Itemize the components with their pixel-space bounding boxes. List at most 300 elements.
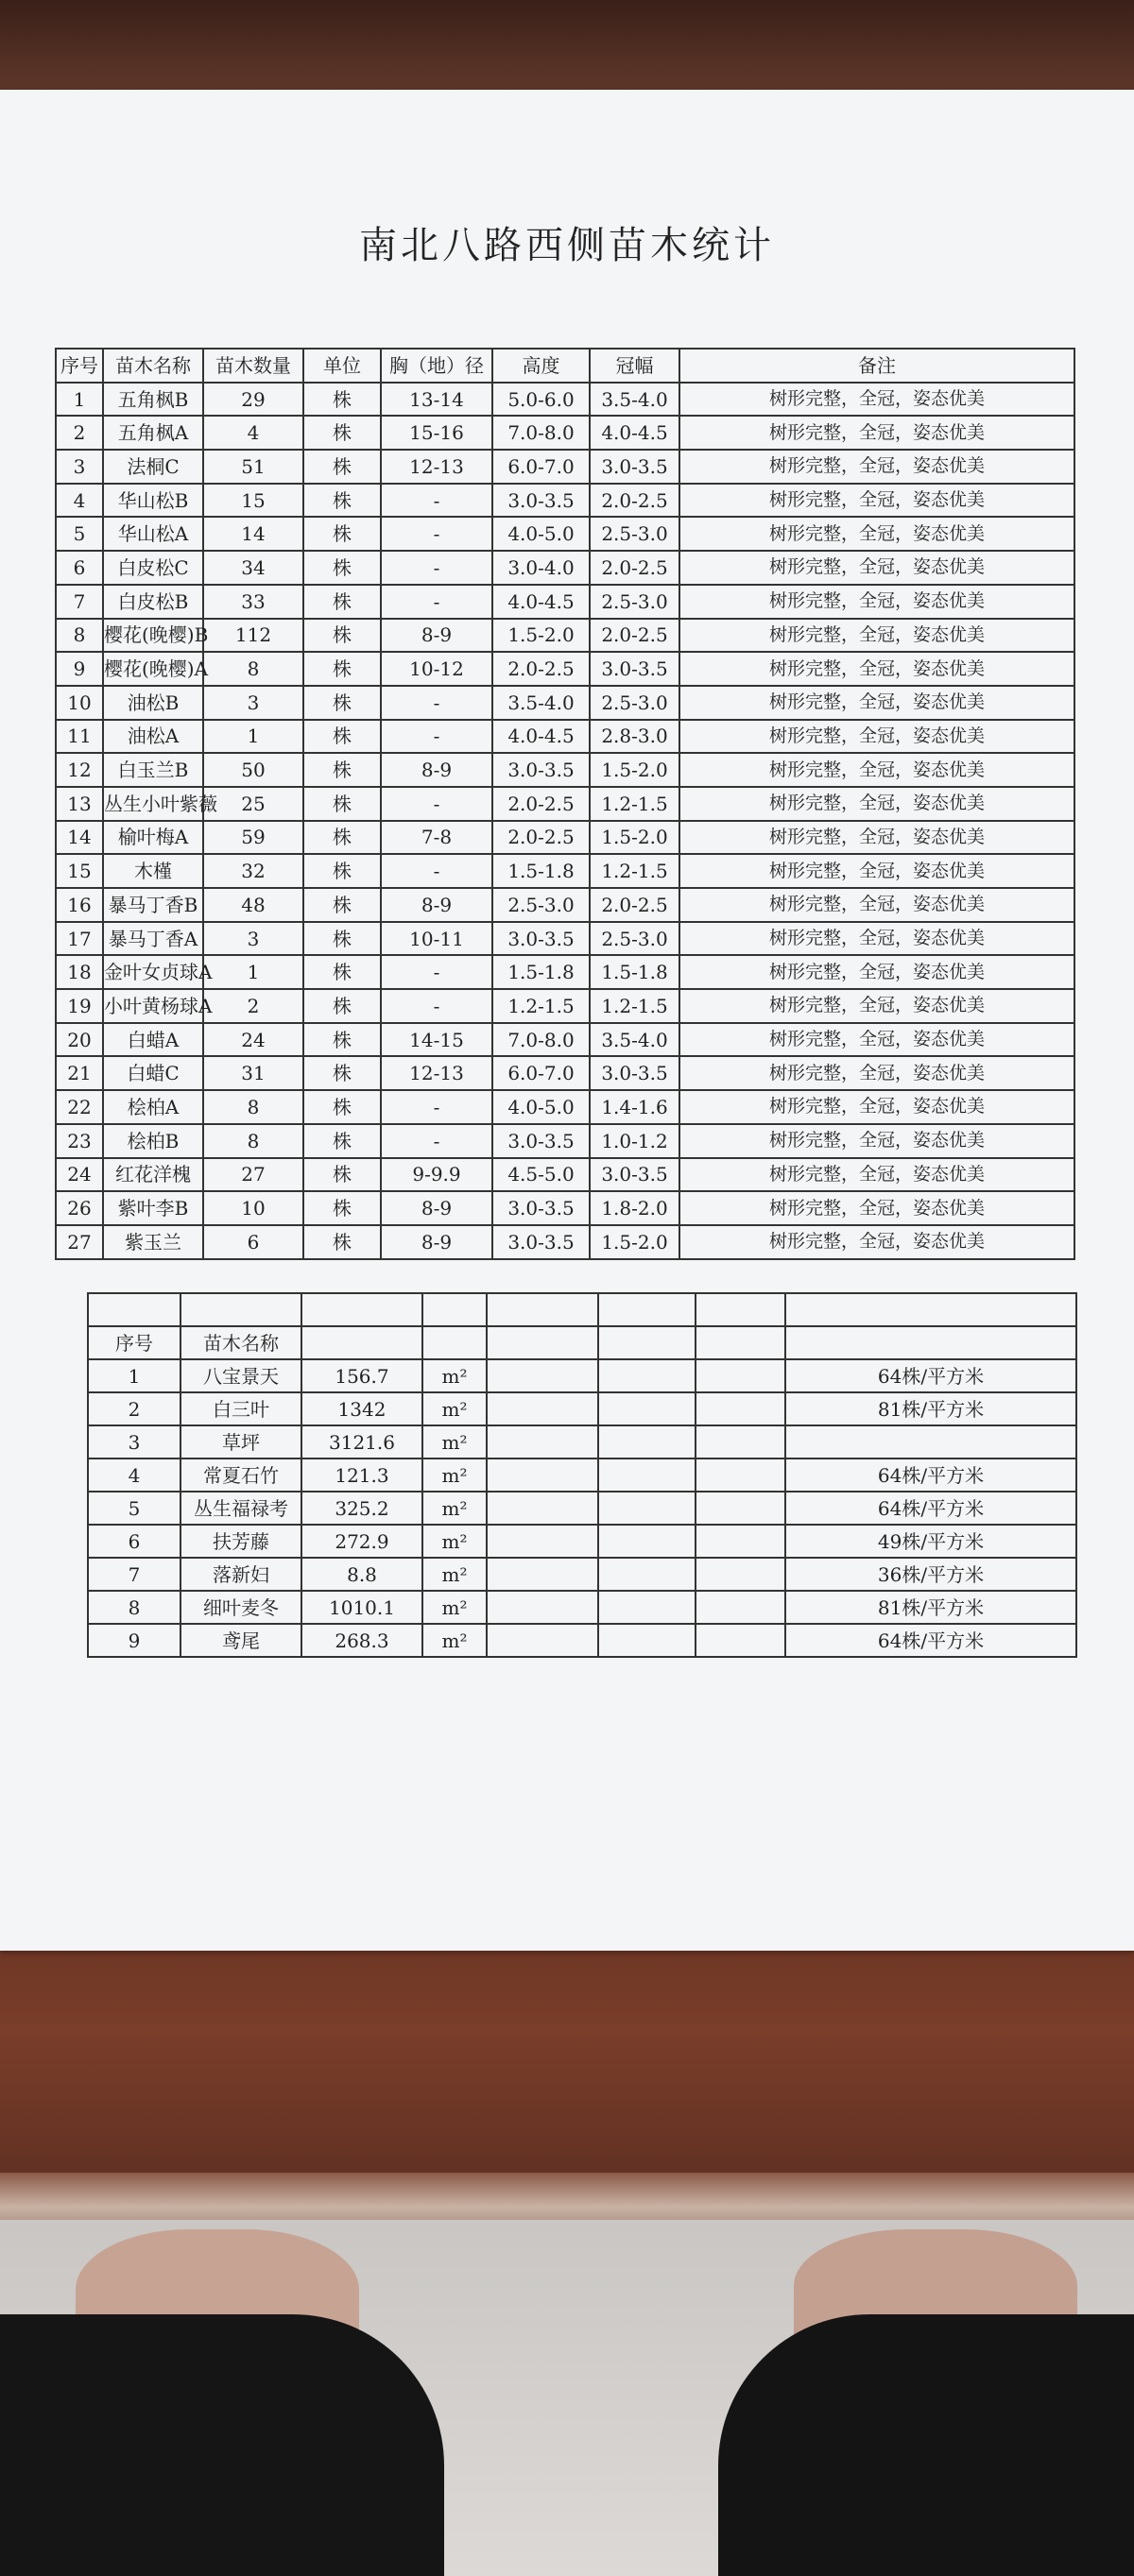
cell-unit: 株 (303, 585, 381, 619)
cell (598, 1359, 696, 1392)
cell-diameter: 8-9 (381, 1225, 492, 1259)
cell-quantity: 3 (203, 922, 303, 956)
cell (696, 1425, 785, 1459)
groundcover-table-body (88, 1293, 1076, 1657)
cell (598, 1525, 696, 1558)
cell-diameter: - (381, 551, 492, 585)
cell-index: 6 (56, 551, 103, 585)
cell-remarks: 树形完整，全冠，姿态优美 (679, 686, 1074, 720)
cell-unit: m² (422, 1624, 487, 1657)
cell-unit: 株 (303, 517, 381, 551)
cell-remarks: 树形完整，全冠，姿态优美 (679, 484, 1074, 518)
cell-diameter: - (381, 686, 492, 720)
cell (696, 1558, 785, 1591)
cell-diameter: 12-13 (381, 1056, 492, 1090)
cell-height: 3.0-3.5 (492, 1124, 590, 1158)
cell-unit: 株 (303, 753, 381, 787)
cell-diameter: - (381, 989, 492, 1023)
seedling-table-body (56, 349, 1074, 1259)
cell-unit: 株 (303, 1124, 381, 1158)
cell-name: 小叶黄杨球A (103, 989, 203, 1023)
cell (598, 1293, 696, 1326)
table-row (56, 821, 1074, 855)
cell-remarks: 树形完整，全冠，姿态优美 (679, 450, 1074, 484)
table-row (56, 517, 1074, 551)
cell-unit: 株 (303, 450, 381, 484)
cell-name: 八宝景天 (180, 1359, 301, 1392)
cell-remarks: 树形完整，全冠，姿态优美 (679, 1124, 1074, 1158)
cell-crown: 2.0-2.5 (590, 484, 679, 518)
cell-height: 3.0-3.5 (492, 753, 590, 787)
cell-name: 白皮松C (103, 551, 203, 585)
cell-height: 3.0-3.5 (492, 922, 590, 956)
cell-index: 4 (88, 1459, 180, 1492)
cell (487, 1293, 598, 1326)
cell-remarks: 树形完整，全冠，姿态优美 (679, 854, 1074, 888)
cell-unit: 株 (303, 821, 381, 855)
cell-unit: m² (422, 1425, 487, 1459)
cell-index: 1 (56, 383, 103, 417)
cell (598, 1459, 696, 1492)
cell-index: 16 (56, 888, 103, 922)
cell-name: 白三叶 (180, 1392, 301, 1425)
cell-crown: 2.5-3.0 (590, 686, 679, 720)
cell-diameter: - (381, 517, 492, 551)
cell-crown: 1.4-1.6 (590, 1090, 679, 1124)
cell-diameter: - (381, 787, 492, 821)
cell-index: 14 (56, 821, 103, 855)
cell-area: 156.7 (301, 1359, 422, 1392)
cell-name: 樱花(晚樱)B (103, 619, 203, 653)
cell-diameter: 14-15 (381, 1023, 492, 1057)
cell-unit: m² (422, 1558, 487, 1591)
cell-crown: 1.0-1.2 (590, 1124, 679, 1158)
cell-index: 18 (56, 955, 103, 989)
cell-height: 3.0-3.5 (492, 1225, 590, 1259)
cell-name: 木槿 (103, 854, 203, 888)
cell-name: 扶芳藤 (180, 1525, 301, 1558)
cell (598, 1326, 696, 1359)
groundcover-table (87, 1292, 1077, 1658)
cell-index: 8 (88, 1591, 180, 1624)
cell-height: 1.5-1.8 (492, 955, 590, 989)
cell-crown: 1.5-2.0 (590, 821, 679, 855)
table2-row (88, 1392, 1076, 1425)
table-row (56, 1225, 1074, 1259)
cell-height: 5.0-6.0 (492, 383, 590, 417)
cell (598, 1591, 696, 1624)
table2-row (88, 1359, 1076, 1392)
cell (487, 1558, 598, 1591)
cell-quantity: 112 (203, 619, 303, 653)
cell-unit: m² (422, 1591, 487, 1624)
cell-name: 常夏石竹 (180, 1459, 301, 1492)
cell (696, 1591, 785, 1624)
cell-index: 9 (56, 652, 103, 686)
cell (696, 1326, 785, 1359)
cell-remarks: 树形完整，全冠，姿态优美 (679, 1023, 1074, 1057)
cell-density: 64株/平方米 (785, 1459, 1076, 1492)
cell-density (785, 1425, 1076, 1459)
cell-index: 17 (56, 922, 103, 956)
cell-unit: 株 (303, 1023, 381, 1057)
cell-quantity: 51 (203, 450, 303, 484)
cell-quantity: 48 (203, 888, 303, 922)
cell-quantity: 1 (203, 955, 303, 989)
cell-quantity: 32 (203, 854, 303, 888)
cell-diameter: - (381, 955, 492, 989)
table-row (56, 450, 1074, 484)
cell-remarks: 树形完整，全冠，姿态优美 (679, 955, 1074, 989)
cell-height: 1.5-2.0 (492, 619, 590, 653)
cell-height: 4.0-5.0 (492, 517, 590, 551)
cell (696, 1293, 785, 1326)
cell-unit: 株 (303, 416, 381, 450)
cell-height: 2.0-2.5 (492, 652, 590, 686)
cell-height: 3.5-4.0 (492, 686, 590, 720)
cell-diameter: - (381, 720, 492, 754)
table2-header-row (88, 1326, 1076, 1359)
table2-row (88, 1492, 1076, 1525)
cell-quantity: 14 (203, 517, 303, 551)
table2-row (88, 1591, 1076, 1624)
cell-crown: 3.0-3.5 (590, 1158, 679, 1192)
cell-crown: 1.2-1.5 (590, 854, 679, 888)
cell (422, 1326, 487, 1359)
cell-crown: 3.5-4.0 (590, 383, 679, 417)
cell-unit: 株 (303, 383, 381, 417)
cell (598, 1492, 696, 1525)
cell-crown: 2.5-3.0 (590, 517, 679, 551)
cell-index: 2 (56, 416, 103, 450)
cell-unit: 株 (303, 989, 381, 1023)
cell-remarks: 树形完整，全冠，姿态优美 (679, 753, 1074, 787)
table-header-row (56, 349, 1074, 383)
cell-diameter: - (381, 1124, 492, 1158)
cell-name: 樱花(晚樱)A (103, 652, 203, 686)
cell-quantity: 6 (203, 1225, 303, 1259)
cell-index: 10 (56, 686, 103, 720)
cell-name: 五角枫B (103, 383, 203, 417)
table-row (56, 585, 1074, 619)
table-row (56, 922, 1074, 956)
table-row (56, 1158, 1074, 1192)
cell-quantity: 8 (203, 1090, 303, 1124)
document-title: 南北八路西侧苗木统计 (359, 224, 775, 267)
header-remarks: 备注 (679, 349, 1074, 383)
table2-row (88, 1558, 1076, 1591)
cell-name: 法桐C (103, 450, 203, 484)
cell-unit: m² (422, 1359, 487, 1392)
cell (487, 1326, 598, 1359)
cell-remarks: 树形完整，全冠，姿态优美 (679, 517, 1074, 551)
cell-unit: 株 (303, 1056, 381, 1090)
cell-density: 49株/平方米 (785, 1525, 1076, 1558)
cell (487, 1392, 598, 1425)
cell-unit: 株 (303, 1191, 381, 1225)
cell-quantity: 25 (203, 787, 303, 821)
cell-density: 81株/平方米 (785, 1591, 1076, 1624)
table2-row (88, 1525, 1076, 1558)
cell-area: 1342 (301, 1392, 422, 1425)
cell-remarks: 树形完整，全冠，姿态优美 (679, 1158, 1074, 1192)
cell-quantity: 29 (203, 383, 303, 417)
cell-quantity: 15 (203, 484, 303, 518)
header-diameter: 胸（地）径 (381, 349, 492, 383)
cell (301, 1326, 422, 1359)
cell-index: 5 (56, 517, 103, 551)
cell-index: 19 (56, 989, 103, 1023)
cell-remarks: 树形完整，全冠，姿态优美 (679, 989, 1074, 1023)
cell-unit: m² (422, 1392, 487, 1425)
cell-unit: m² (422, 1492, 487, 1525)
cell (785, 1326, 1076, 1359)
cell-height: 4.0-4.5 (492, 720, 590, 754)
cell-diameter: 10-11 (381, 922, 492, 956)
cell-index: 13 (56, 787, 103, 821)
table-row (56, 955, 1074, 989)
cell-name: 白蜡C (103, 1056, 203, 1090)
cell-crown: 2.5-3.0 (590, 922, 679, 956)
cell (696, 1624, 785, 1657)
table-row (56, 619, 1074, 653)
cell-name: 油松A (103, 720, 203, 754)
table-row (56, 989, 1074, 1023)
cell-name: 鸢尾 (180, 1624, 301, 1657)
cell-quantity: 1 (203, 720, 303, 754)
cell-crown: 1.2-1.5 (590, 787, 679, 821)
cell-quantity: 27 (203, 1158, 303, 1192)
header-crown: 冠幅 (590, 349, 679, 383)
cell-index: 11 (56, 720, 103, 754)
cell-remarks: 树形完整，全冠，姿态优美 (679, 551, 1074, 585)
cell-index: 4 (56, 484, 103, 518)
cell-crown: 1.5-1.8 (590, 955, 679, 989)
cell-name: 紫叶李B (103, 1191, 203, 1225)
cell-remarks: 树形完整，全冠，姿态优美 (679, 821, 1074, 855)
cell (422, 1293, 487, 1326)
cell-remarks: 树形完整，全冠，姿态优美 (679, 619, 1074, 653)
cell (180, 1293, 301, 1326)
table2-row (88, 1425, 1076, 1459)
header-quantity: 苗木数量 (203, 349, 303, 383)
cell-area: 1010.1 (301, 1591, 422, 1624)
cell-diameter: - (381, 585, 492, 619)
cell-diameter: 15-16 (381, 416, 492, 450)
cell-remarks: 树形完整，全冠，姿态优美 (679, 1056, 1074, 1090)
cell-crown: 3.5-4.0 (590, 1023, 679, 1057)
cell-height: 7.0-8.0 (492, 416, 590, 450)
cell-index: 3 (56, 450, 103, 484)
cell (785, 1293, 1076, 1326)
cell-index: 3 (88, 1425, 180, 1459)
cell (598, 1425, 696, 1459)
left-leg-shorts (0, 2314, 444, 2576)
cell-diameter: 12-13 (381, 450, 492, 484)
cell-quantity: 59 (203, 821, 303, 855)
cell-quantity: 50 (203, 753, 303, 787)
cell-crown: 3.0-3.5 (590, 1056, 679, 1090)
cell-unit: 株 (303, 720, 381, 754)
cell-height: 1.2-1.5 (492, 989, 590, 1023)
cell (598, 1558, 696, 1591)
cell-name: 桧柏B (103, 1124, 203, 1158)
cell (487, 1359, 598, 1392)
cell-crown: 2.0-2.5 (590, 619, 679, 653)
cell (598, 1624, 696, 1657)
cell-height: 2.0-2.5 (492, 821, 590, 855)
cell-crown: 2.5-3.0 (590, 585, 679, 619)
cell-unit: m² (422, 1459, 487, 1492)
cell-crown: 2.8-3.0 (590, 720, 679, 754)
cell-diameter: - (381, 1090, 492, 1124)
cell-name: 华山松B (103, 484, 203, 518)
cell-name: 暴马丁香A (103, 922, 203, 956)
cell-crown: 3.0-3.5 (590, 450, 679, 484)
cell-unit: 株 (303, 1090, 381, 1124)
cell-remarks: 树形完整，全冠，姿态优美 (679, 1191, 1074, 1225)
cell-name: 油松B (103, 686, 203, 720)
cell-height: 7.0-8.0 (492, 1023, 590, 1057)
table-row (56, 720, 1074, 754)
cell-diameter: 9-9.9 (381, 1158, 492, 1192)
cell-unit: m² (422, 1525, 487, 1558)
cell-density: 81株/平方米 (785, 1392, 1076, 1425)
cell-name: 榆叶梅A (103, 821, 203, 855)
seedling-table (55, 348, 1075, 1260)
cell-name: 草坪 (180, 1425, 301, 1459)
cell (696, 1492, 785, 1525)
table-row (56, 1124, 1074, 1158)
cell-crown: 1.5-2.0 (590, 753, 679, 787)
cell-unit: 株 (303, 619, 381, 653)
wood-table-edge (0, 1918, 1134, 2201)
cell-index: 8 (56, 619, 103, 653)
cell-area: 8.8 (301, 1558, 422, 1591)
header-index: 序号 (56, 349, 103, 383)
cell (487, 1492, 598, 1525)
cell-name: 细叶麦冬 (180, 1591, 301, 1624)
table-row (56, 753, 1074, 787)
cell-unit: 株 (303, 1225, 381, 1259)
header2-name: 苗木名称 (180, 1326, 301, 1359)
cell-unit: 株 (303, 551, 381, 585)
cell-quantity: 3 (203, 686, 303, 720)
cell-height: 3.0-3.5 (492, 1191, 590, 1225)
cell-index: 6 (88, 1525, 180, 1558)
cell-index: 22 (56, 1090, 103, 1124)
cell-area: 268.3 (301, 1624, 422, 1657)
table-row (56, 383, 1074, 417)
table-row (56, 652, 1074, 686)
cell-density: 64株/平方米 (785, 1624, 1076, 1657)
table2-row (88, 1624, 1076, 1657)
cell-remarks: 树形完整，全冠，姿态优美 (679, 922, 1074, 956)
cell-area: 3121.6 (301, 1425, 422, 1459)
cell (487, 1624, 598, 1657)
cell-unit: 株 (303, 955, 381, 989)
cell-crown: 2.0-2.5 (590, 551, 679, 585)
cell-unit: 株 (303, 888, 381, 922)
cell-diameter: 8-9 (381, 888, 492, 922)
header-name: 苗木名称 (103, 349, 203, 383)
table-row (56, 854, 1074, 888)
cell-quantity: 4 (203, 416, 303, 450)
cell (696, 1359, 785, 1392)
table-row (56, 1191, 1074, 1225)
cell-index: 2 (88, 1392, 180, 1425)
cell-height: 3.0-3.5 (492, 484, 590, 518)
cell-diameter: - (381, 484, 492, 518)
cell-name: 暴马丁香B (103, 888, 203, 922)
cell-quantity: 8 (203, 652, 303, 686)
table-row (56, 484, 1074, 518)
cell-name: 白玉兰B (103, 753, 203, 787)
cell-crown: 1.2-1.5 (590, 989, 679, 1023)
cell-remarks: 树形完整，全冠，姿态优美 (679, 720, 1074, 754)
cell-index: 7 (56, 585, 103, 619)
cell-remarks: 树形完整，全冠，姿态优美 (679, 787, 1074, 821)
cell-index: 12 (56, 753, 103, 787)
table-row (56, 416, 1074, 450)
cell (487, 1425, 598, 1459)
right-leg-shorts (718, 2314, 1134, 2576)
cell-name: 华山松A (103, 517, 203, 551)
table-row (56, 1090, 1074, 1124)
cell-index: 5 (88, 1492, 180, 1525)
cell-height: 2.5-3.0 (492, 888, 590, 922)
cell-crown: 2.0-2.5 (590, 888, 679, 922)
table-row (56, 1056, 1074, 1090)
cell-height: 2.0-2.5 (492, 787, 590, 821)
cell (88, 1293, 180, 1326)
cell-name: 白蜡A (103, 1023, 203, 1057)
cell (696, 1525, 785, 1558)
cell-unit: 株 (303, 652, 381, 686)
table-row (56, 551, 1074, 585)
cell-index: 7 (88, 1558, 180, 1591)
cell-unit: 株 (303, 787, 381, 821)
cell-quantity: 10 (203, 1191, 303, 1225)
cell-height: 6.0-7.0 (492, 450, 590, 484)
table-row (56, 888, 1074, 922)
cell-quantity: 31 (203, 1056, 303, 1090)
cell-unit: 株 (303, 922, 381, 956)
cell-area: 121.3 (301, 1459, 422, 1492)
cell-height: 4.5-5.0 (492, 1158, 590, 1192)
cell-height: 3.0-4.0 (492, 551, 590, 585)
cell-crown: 1.5-2.0 (590, 1225, 679, 1259)
cell-crown: 1.8-2.0 (590, 1191, 679, 1225)
header-unit: 单位 (303, 349, 381, 383)
cell-index: 23 (56, 1124, 103, 1158)
cell-diameter: 8-9 (381, 619, 492, 653)
cell-index: 1 (88, 1359, 180, 1392)
blank-row (88, 1293, 1076, 1326)
table-row (56, 787, 1074, 821)
cell-diameter: 13-14 (381, 383, 492, 417)
cell-unit: 株 (303, 1158, 381, 1192)
cell (696, 1459, 785, 1492)
cell-name: 桧柏A (103, 1090, 203, 1124)
cell-unit: 株 (303, 484, 381, 518)
cell-remarks: 树形完整，全冠，姿态优美 (679, 585, 1074, 619)
cell-index: 26 (56, 1191, 103, 1225)
cell-index: 24 (56, 1158, 103, 1192)
cell-quantity: 24 (203, 1023, 303, 1057)
cell-remarks: 树形完整，全冠，姿态优美 (679, 416, 1074, 450)
cell-name: 丛生福禄考 (180, 1492, 301, 1525)
